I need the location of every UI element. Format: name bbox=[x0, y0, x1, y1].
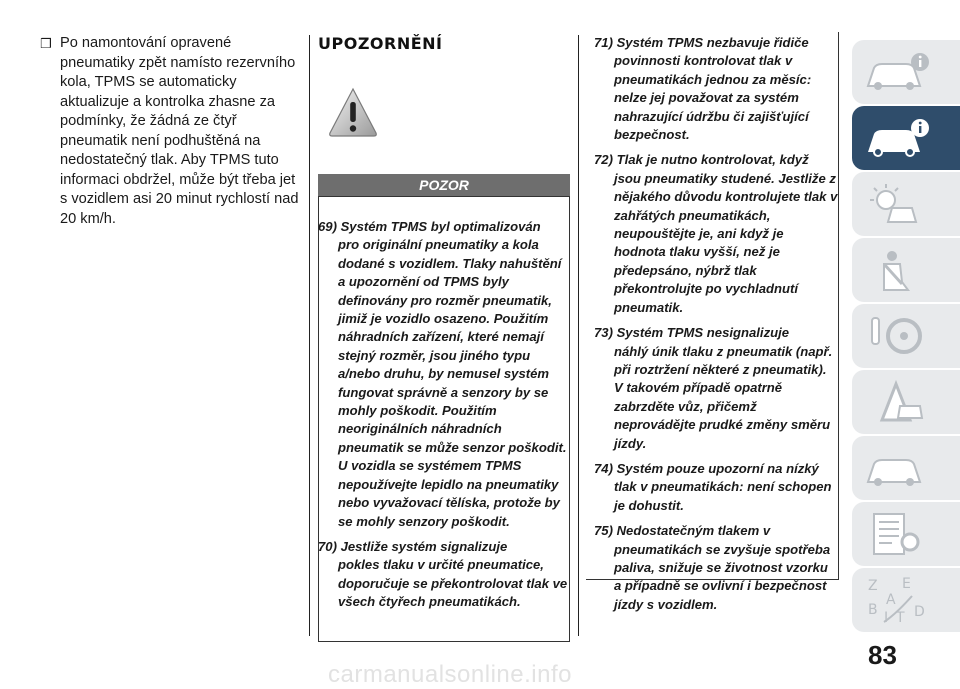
left-column bbox=[40, 34, 302, 229]
breakdown-triangle-icon bbox=[862, 376, 932, 428]
tab-emergency[interactable] bbox=[852, 370, 960, 434]
svg-text:A: A bbox=[886, 592, 896, 608]
warning-section bbox=[318, 34, 570, 610]
note-text: pneumatikách se zvyšuje spotřeba paliva, snižuje se životnost vzorku a případně se ovlivní i bezpečnost jízdy s vozidlem. bbox=[614, 541, 831, 612]
note-text: tlak v pneumatikách: není schopen je dohustit. bbox=[614, 479, 832, 513]
tab-starting-driving[interactable] bbox=[852, 304, 960, 368]
svg-text:E: E bbox=[902, 576, 911, 592]
note-text: náhlý únik tlaku z pneumatik (např. při roztržení některé z pneumatik). V takovém případě opatrně zabrzděte vůz, přičemž neprovádějte prudké změny směru jízdy. bbox=[614, 343, 833, 451]
car-service-icon bbox=[862, 442, 932, 494]
list-item bbox=[318, 538, 568, 612]
warning-notes bbox=[318, 218, 568, 619]
seat-belt-person-icon bbox=[862, 244, 932, 296]
svg-text:T: T bbox=[896, 610, 905, 626]
list-item bbox=[594, 151, 838, 317]
list-item bbox=[594, 324, 838, 453]
note-number: 69) bbox=[318, 219, 337, 234]
column-divider bbox=[309, 35, 310, 636]
steering-wheel-key-icon bbox=[862, 310, 932, 362]
note-text: Nedostatečným tlakem v bbox=[616, 523, 771, 539]
tab-car-info[interactable] bbox=[852, 40, 960, 104]
car-info-icon bbox=[862, 46, 932, 98]
checkbox-bullet-icon: ❒ bbox=[40, 36, 52, 51]
note-number: 72) bbox=[594, 152, 613, 168]
note-text: pro originální pneumatiky a kola dodané s vozidlem. Tlaky nahuštění a upozornění od TPMS byly definovány pro rozměr pneumatik, jimiž je vozidlo osazeno. Použitím náhradních zařízení, které nemají stejný rozměr, jsou jiného typu a/nebo druhu, by nemusel systém fungovat správně a senzory by se mohly poškodit. Použitím neoriginálních náhradních pneumatik se může senzor poškodit. U vozidla se systémem TPMS nepoužívejte lepidlo na pneumatiky nebo vyvažovací tělíska, protože by se mohly senzory poškodit. bbox=[338, 237, 567, 529]
alphabetical-index-icon bbox=[862, 574, 932, 626]
page-number: 83 bbox=[868, 640, 897, 670]
note-number: 73) bbox=[594, 325, 613, 341]
svg-text:D: D bbox=[914, 604, 925, 620]
note-text: povinnosti kontrolovat tlak v pneumatikách jednou za měsíc: nelze jej považovat za systém nahrazující údržbu či zajišťující bezpečnost. bbox=[614, 53, 812, 143]
note-text: Systém TPMS nezbavuje řidiče bbox=[616, 35, 809, 50]
column-divider bbox=[578, 35, 579, 636]
list-item bbox=[594, 460, 838, 515]
svg-text:B: B bbox=[868, 602, 878, 618]
tab-safety[interactable] bbox=[852, 238, 960, 302]
car-info-icon bbox=[862, 112, 932, 164]
tab-warning-lights[interactable] bbox=[852, 172, 960, 236]
warning-notes-continued bbox=[586, 34, 838, 612]
note-text: Systém TPMS byl optimalizován bbox=[340, 219, 541, 234]
paragraph: Po namontování opravené pneumatiky zpět namísto rezervního kola, TPMS se automaticky aktualizuje a kontrolka zhasne za podmínky, že žádná ze čtyř pneumatik není podhuštěná na nedostatečný tlak. Aby TPMS tuto informaci obdržel, může být třeba jet s vozidlem asi 20 minut rychlostí nad 20 km/h. bbox=[60, 35, 299, 227]
warning-lights-icon bbox=[862, 178, 932, 230]
technical-data-icon bbox=[862, 508, 932, 560]
tab-car-info-active[interactable] bbox=[852, 106, 960, 170]
note-number: 74) bbox=[594, 460, 613, 476]
section-heading: UPOZORNĚNÍ bbox=[318, 34, 443, 53]
list-item bbox=[594, 522, 838, 614]
svg-text:Z: Z bbox=[868, 578, 878, 594]
note-text: jsou pneumatiky studené. Jestliže z nějakého důvodu kontrolujete tlak v zahřátých pneumatikách, neupouštějte je, ani když je hodnota tlaku vyšší, než je předepsáno, nýbrž tlak překontrolujte po vychladnutí pneumatik. bbox=[614, 170, 838, 315]
list-item bbox=[594, 34, 838, 144]
warning-notes bbox=[594, 34, 838, 621]
pozor-label: POZOR bbox=[318, 174, 570, 196]
note-text: pokles tlaku v určité pneumatice, doporučuje se překontrolovat tlak ve všech čtyřech pneumatikách. bbox=[338, 557, 568, 610]
note-text: Jestliže systém signalizuje bbox=[340, 538, 508, 554]
note-text: Tlak je nutno kontrolovat, když bbox=[616, 152, 809, 168]
note-text: Systém TPMS nesignalizuje bbox=[616, 325, 790, 341]
tab-technical-data[interactable] bbox=[852, 502, 960, 566]
note-number: 71) bbox=[594, 35, 613, 50]
list-item bbox=[318, 218, 568, 531]
note-number: 75) bbox=[594, 523, 613, 539]
note-number: 70) bbox=[318, 538, 337, 554]
tab-servicing[interactable] bbox=[852, 436, 960, 500]
svg-text:I: I bbox=[884, 610, 889, 626]
tab-index[interactable] bbox=[852, 568, 960, 632]
warning-triangle-icon bbox=[328, 86, 378, 138]
watermark: carmanualsonline.info bbox=[328, 661, 572, 688]
note-text: Systém pouze upozorní na nízký bbox=[616, 460, 819, 476]
